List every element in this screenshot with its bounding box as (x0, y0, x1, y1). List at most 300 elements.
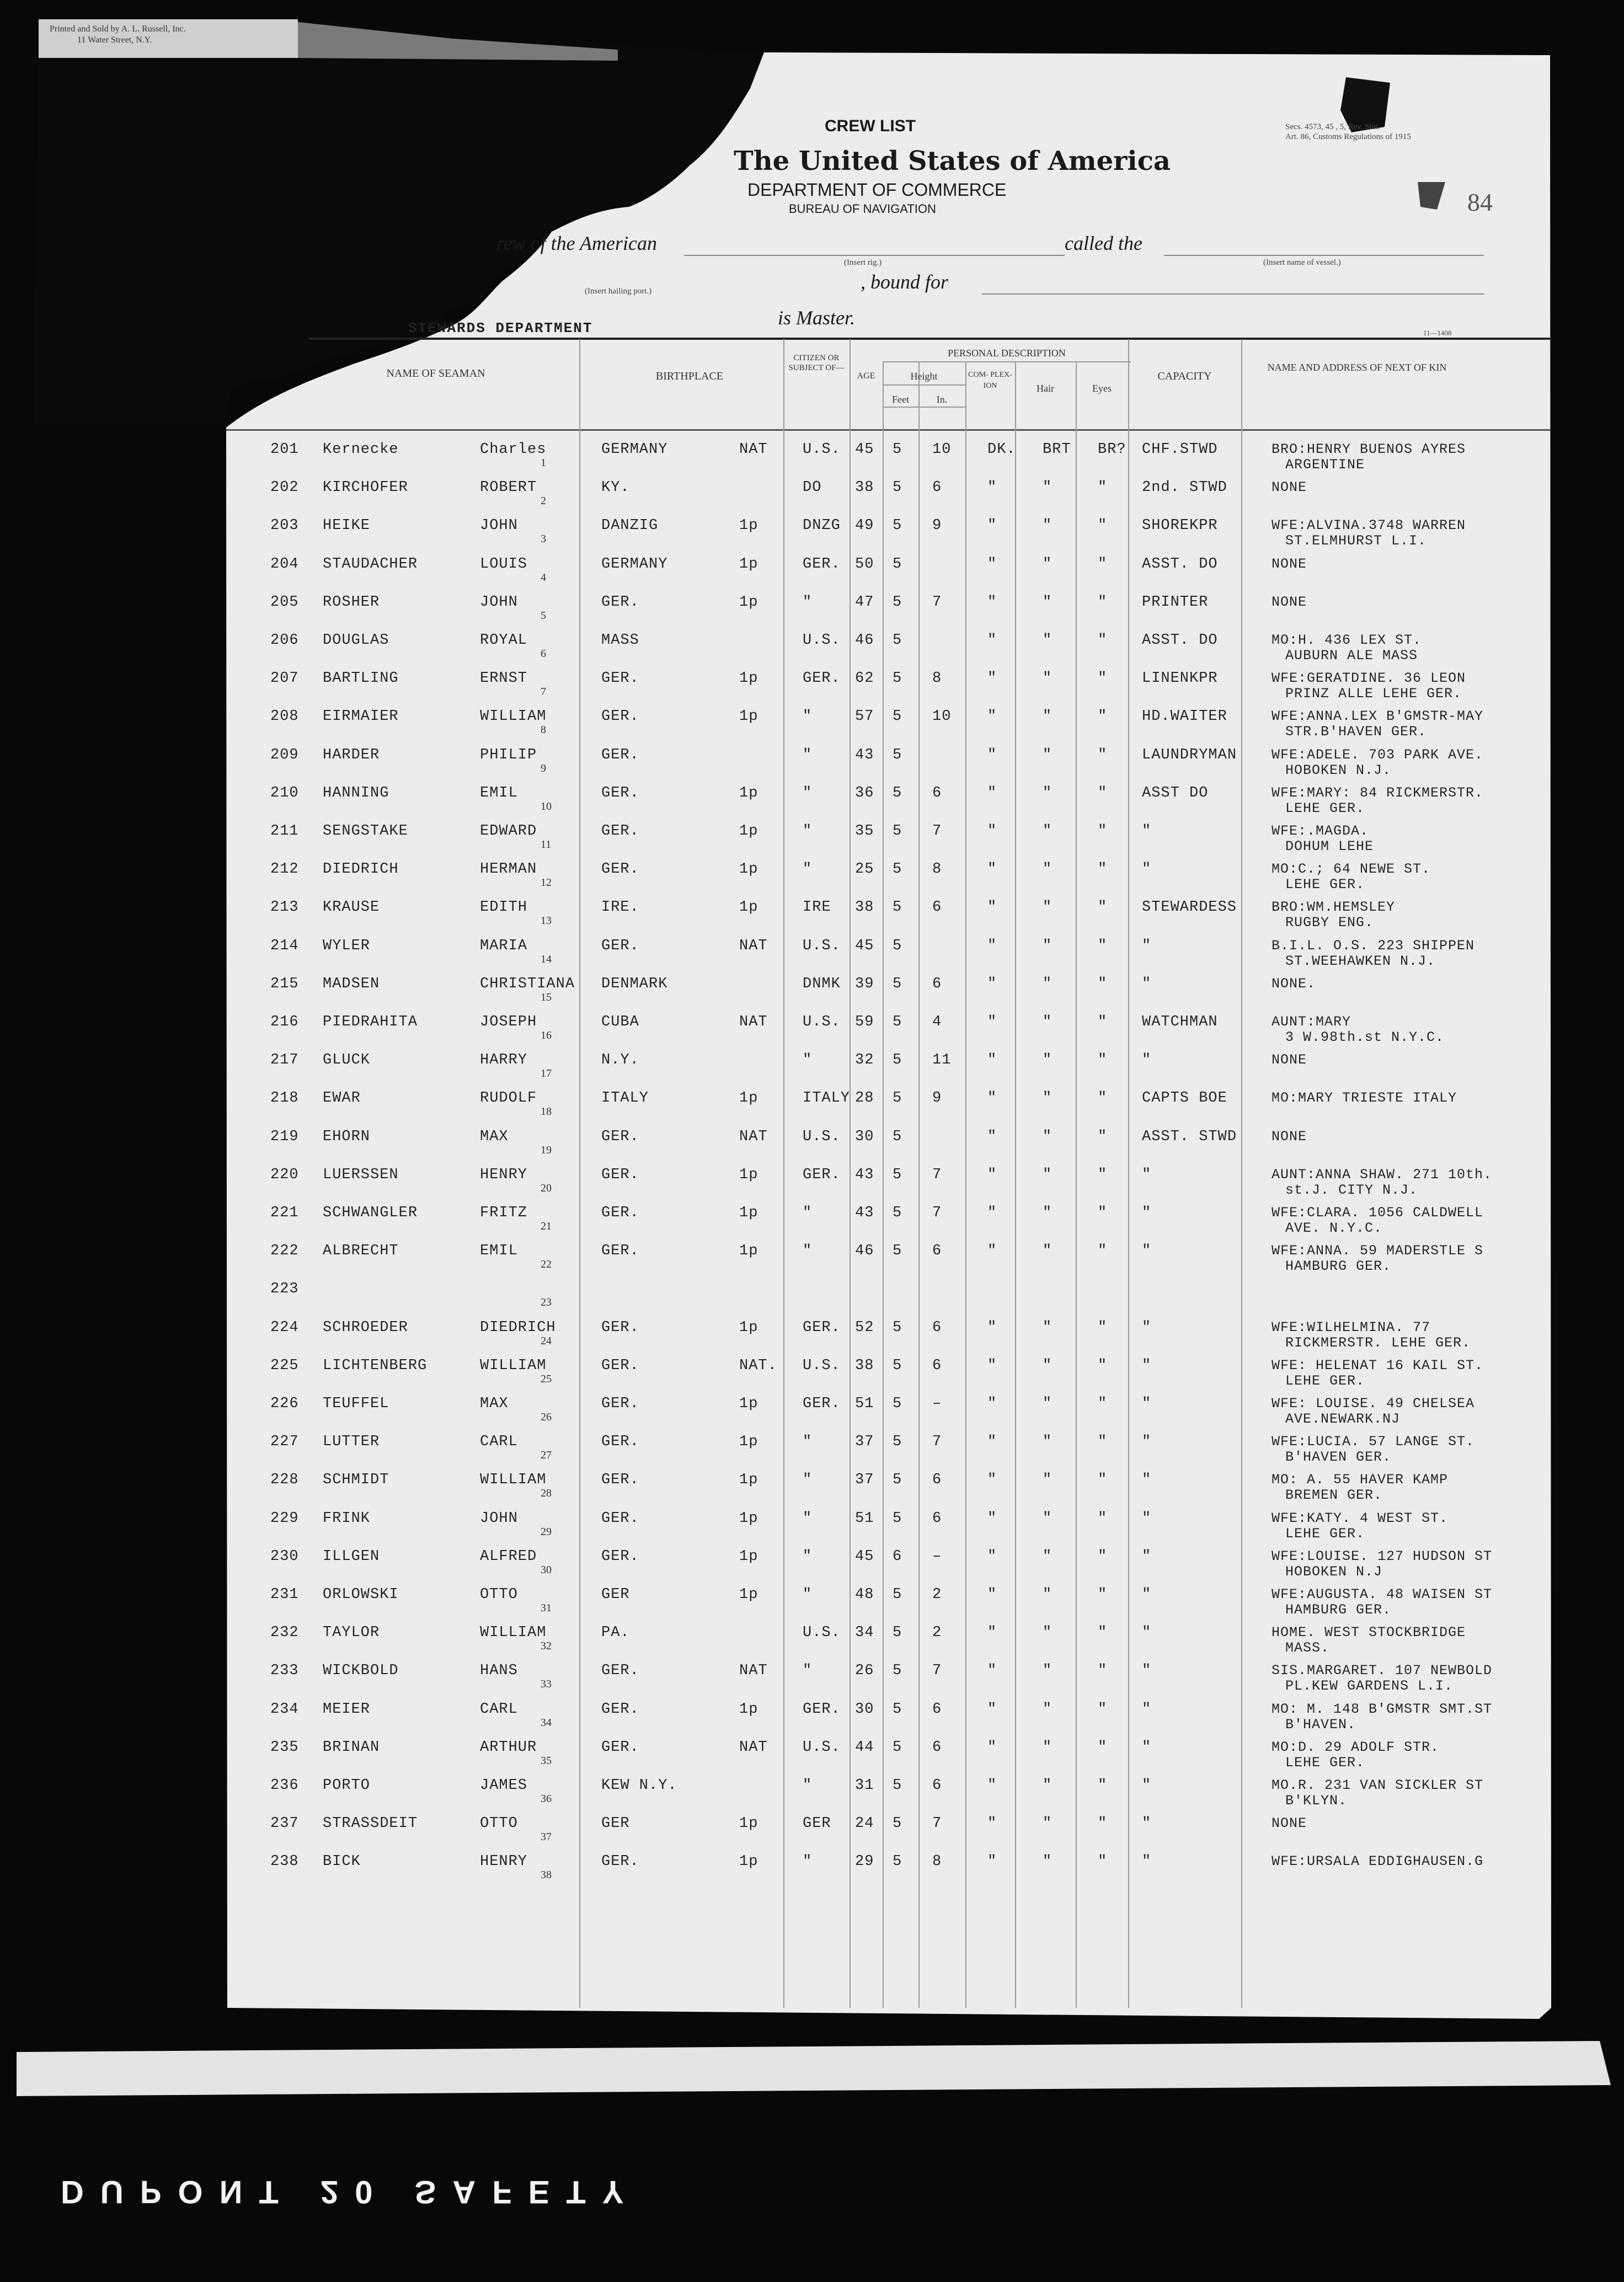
cell-eyes: " (1098, 937, 1108, 954)
cell-next-of-kin-line2: LEHE GER. (1285, 1525, 1365, 1542)
cell-next-of-kin-line1: WFE:AUGUSTA. 48 WAISEN ST (1272, 1586, 1493, 1602)
printed-line-number: 38 (541, 1869, 552, 1882)
cell-next-of-kin-line1: MO.R. 231 VAN SICKLER ST (1272, 1777, 1484, 1793)
cell-next-of-kin-line1: WFE:ADELE. 703 PARK AVE. (1272, 746, 1484, 763)
col-header-birthplace: BIRTHPLACE (655, 370, 724, 382)
cell-height-feet: 5 (893, 1815, 902, 1832)
cell-next-of-kin-line1: WFE:CLARA. 1056 CALDWELL (1272, 1205, 1484, 1221)
cell-hair: " (1043, 1548, 1053, 1565)
cell-hair: " (1043, 975, 1053, 992)
cell-height-inches: 7 (932, 594, 942, 611)
cell-next-of-kin-line2: ST.ELMHURST L.I. (1285, 533, 1427, 549)
cell-birthplace: GER. (601, 823, 639, 840)
cell-height-feet: 5 (893, 1739, 902, 1756)
cell-citizen-of: U.S. (803, 1357, 841, 1374)
printer-imprint-line1: Printed and Sold by A. L. Russell, Inc. (50, 24, 186, 34)
cell-hair: " (1043, 1052, 1053, 1069)
cell-capacity: " (1142, 1701, 1152, 1718)
printed-line-number: 25 (541, 1372, 552, 1385)
cell-eyes: " (1098, 1815, 1108, 1832)
cell-height-feet: 5 (893, 1396, 902, 1412)
cell-seaman-number: 236 (270, 1777, 299, 1794)
cell-next-of-kin-line2: B'HAVEN. (1285, 1716, 1356, 1733)
cell-seaman-number: 211 (270, 823, 299, 840)
cell-surname: PIEDRAHITA (323, 1014, 418, 1030)
cell-complexion: " (987, 937, 997, 954)
cell-seaman-number: 225 (270, 1357, 299, 1374)
printed-line-number: 9 (541, 762, 546, 774)
cell-citizen-of: U.S. (803, 1624, 841, 1642)
cell-surname: BICK (323, 1853, 361, 1871)
printed-line-number: 22 (541, 1258, 552, 1271)
cell-capacity: CAPTS BOE (1142, 1090, 1227, 1107)
cell-eyes: " (1098, 1777, 1108, 1794)
cell-age: 31 (855, 1777, 874, 1794)
cell-complexion: " (987, 861, 997, 878)
cell-height-inches: 9 (932, 1090, 942, 1107)
cell-capacity: " (1142, 1853, 1152, 1871)
cell-complexion: " (987, 1434, 997, 1451)
cell-hair: " (1043, 1357, 1053, 1374)
col-header-next-of-kin: NAME AND ADDRESS OF NEXT OF KIN (1267, 362, 1447, 373)
cell-next-of-kin-line1: NONE (1272, 594, 1307, 610)
cell-height-feet: 5 (893, 1243, 902, 1260)
cell-age: 37 (855, 1434, 874, 1451)
cell-age: 62 (855, 670, 874, 687)
printed-line-number: 13 (541, 915, 552, 927)
cell-eyes: " (1098, 708, 1108, 725)
cell-eyes: " (1098, 1624, 1108, 1642)
cell-age: 59 (855, 1014, 874, 1030)
cell-seaman-number: 223 (270, 1281, 299, 1298)
cell-age: 50 (855, 555, 874, 573)
cell-citizenship-status: 1p (739, 555, 758, 573)
called-the-label: called the (1065, 232, 1142, 254)
cell-birthplace: GER (601, 1586, 630, 1603)
table-row (0, 1129, 1624, 1157)
cell-given-name: CARL (480, 1434, 518, 1451)
cell-seaman-number: 213 (270, 899, 299, 916)
cell-hair: " (1043, 1396, 1053, 1412)
cell-height-feet: 5 (893, 1624, 902, 1642)
table-row (0, 1205, 1624, 1236)
cell-height-feet: 5 (893, 517, 902, 535)
cell-citizenship-status: NAT (739, 1663, 768, 1680)
cell-given-name: WILLIAM (480, 1357, 547, 1374)
cell-next-of-kin-line2: ST.WEEHAWKEN N.J. (1285, 953, 1436, 969)
cell-surname: EIRMAIER (323, 708, 399, 725)
cell-height-feet: 5 (893, 1586, 902, 1603)
cell-seaman-number: 221 (270, 1205, 299, 1221)
table-row (0, 785, 1624, 814)
cell-height-feet: 5 (893, 861, 902, 878)
cell-height-inches: 7 (932, 1815, 942, 1832)
cell-height-inches: 6 (932, 1357, 942, 1374)
cell-capacity: LINENKPR (1142, 670, 1218, 687)
cell-surname: BRINAN (323, 1739, 380, 1756)
insert-rig-hint: (Insert rig.) (844, 258, 882, 267)
cell-given-name: OTTO (480, 1586, 518, 1603)
cell-capacity: ASST DO (1142, 784, 1209, 801)
printed-line-number: 33 (541, 1678, 552, 1691)
cell-height-inches: 6 (932, 479, 942, 496)
cell-capacity: " (1142, 1815, 1152, 1832)
cell-next-of-kin-line2: ARGENTINE (1285, 457, 1365, 473)
table-row (0, 747, 1624, 776)
cell-complexion: DK. (987, 441, 1016, 458)
cell-citizen-of: GER. (803, 670, 841, 687)
cell-birthplace: GER. (601, 1434, 639, 1451)
cell-height-inches: 2 (932, 1586, 942, 1603)
cell-complexion: " (987, 670, 997, 687)
cell-hair: " (1043, 1128, 1053, 1145)
cell-citizen-of: U.S. (803, 441, 841, 458)
cell-birthplace: GER. (601, 708, 639, 725)
cell-complexion: " (987, 784, 997, 801)
col-header-inches: In. (936, 394, 948, 405)
cell-hair: " (1043, 1624, 1053, 1642)
printed-line-number: 4 (541, 571, 546, 584)
printed-line-number: 6 (541, 648, 546, 660)
cell-height-feet: 5 (893, 670, 902, 687)
cell-next-of-kin-line1: NONE (1272, 1815, 1307, 1832)
cell-citizenship-status: 1p (739, 823, 758, 840)
crew-of-label: rew of the American (496, 232, 657, 254)
cell-surname: EHORN (323, 1128, 371, 1145)
cell-height-inches: 11 (932, 1052, 952, 1069)
cell-complexion: " (987, 1624, 997, 1642)
cell-eyes: " (1098, 670, 1108, 687)
cell-given-name: HANS (480, 1663, 518, 1680)
cell-surname: PORTO (323, 1777, 371, 1794)
cell-given-name: JOHN (480, 1510, 518, 1527)
cell-next-of-kin-line2: DOHUM LEHE (1285, 838, 1374, 854)
cell-hair: " (1043, 1243, 1053, 1260)
cell-citizen-of: " (803, 594, 813, 611)
cell-hair: " (1043, 555, 1053, 573)
cell-height-feet: 5 (893, 784, 902, 801)
cell-height-feet: 5 (893, 975, 902, 992)
cell-eyes: " (1098, 1510, 1108, 1527)
cell-eyes: " (1098, 517, 1108, 535)
cell-seaman-number: 202 (270, 479, 299, 496)
cell-citizen-of: " (803, 1586, 813, 1603)
cell-eyes: " (1098, 555, 1108, 573)
table-row (0, 1739, 1624, 1771)
cell-citizenship-status: 1p (739, 1853, 758, 1871)
cell-birthplace: GER. (601, 1243, 639, 1260)
cell-height-inches: 6 (932, 899, 942, 916)
cell-hair: " (1043, 517, 1053, 535)
cell-citizen-of: " (803, 1548, 813, 1565)
cell-capacity: " (1142, 823, 1152, 840)
cell-given-name: PHILIP (480, 746, 537, 763)
cell-height-feet: 5 (893, 555, 902, 573)
cell-complexion: " (987, 1586, 997, 1603)
table-row (0, 1281, 1624, 1310)
col-header-age: AGE (857, 371, 875, 381)
cell-age: 30 (855, 1128, 874, 1145)
cell-next-of-kin-line2: LEHE GER. (1285, 1372, 1365, 1389)
cell-age: 24 (855, 1815, 874, 1832)
cell-complexion: " (987, 1319, 997, 1336)
cell-next-of-kin-line2: RICKMERSTR. LEHE GER. (1285, 1334, 1471, 1351)
cell-given-name: JOHN (480, 594, 518, 611)
cell-age: 26 (855, 1663, 874, 1680)
cell-hair: " (1043, 1166, 1053, 1183)
cell-complexion: " (987, 1739, 997, 1756)
cell-surname: TAYLOR (323, 1624, 380, 1642)
cell-height-inches: 6 (932, 1701, 942, 1718)
cell-eyes: " (1098, 1052, 1108, 1069)
cell-citizen-of: GER. (803, 1166, 841, 1183)
cell-surname: DIEDRICH (323, 861, 399, 878)
regulations-line1: Secs. 4573, 45 , 5, Rev. Stat. (1285, 122, 1380, 131)
cell-height-feet: 5 (893, 899, 902, 916)
cell-birthplace: GER. (601, 937, 639, 954)
cell-given-name: HERMAN (480, 861, 537, 878)
cell-next-of-kin-line2: MASS. (1285, 1640, 1330, 1656)
cell-capacity: " (1142, 1510, 1152, 1527)
cell-capacity: " (1142, 1396, 1152, 1412)
cell-height-feet: 5 (893, 1853, 902, 1871)
cell-citizen-of: " (803, 708, 813, 725)
cell-complexion: " (987, 594, 997, 611)
cell-hair: " (1043, 1319, 1053, 1336)
cell-given-name: JOSEPH (480, 1014, 537, 1030)
cell-birthplace: GER. (601, 670, 639, 687)
cell-seaman-number: 214 (270, 937, 299, 954)
printed-line-number: 2 (541, 495, 546, 507)
cell-next-of-kin-line1: NONE (1272, 1052, 1307, 1068)
cell-seaman-number: 226 (270, 1396, 299, 1412)
cell-eyes: " (1098, 1014, 1108, 1030)
cell-seaman-number: 212 (270, 861, 299, 878)
regulations-line2: Art. 86, Customs Regulations of 1915 (1285, 132, 1411, 141)
cell-eyes: " (1098, 1853, 1108, 1871)
cell-citizen-of: " (803, 1472, 813, 1489)
cell-capacity: HD.WAITER (1142, 708, 1227, 725)
cell-height-feet: 5 (893, 937, 902, 954)
cell-age: 48 (855, 1586, 874, 1603)
table-row (0, 861, 1624, 893)
cell-surname: KIRCHOFER (323, 479, 408, 496)
cell-complexion: " (987, 746, 997, 763)
bureau-heading: BUREAU OF NAVIGATION (789, 202, 936, 216)
cell-eyes: " (1098, 1166, 1108, 1183)
printed-line-number: 15 (541, 991, 552, 1003)
cell-seaman-number: 230 (270, 1548, 299, 1565)
cell-birthplace: GER. (601, 1357, 639, 1374)
cell-eyes: " (1098, 1090, 1108, 1107)
cell-capacity: " (1142, 1739, 1152, 1756)
bottom-strip (17, 2041, 1611, 2096)
cell-next-of-kin-line1: HOME. WEST STOCKBRIDGE (1272, 1624, 1466, 1641)
cell-next-of-kin-line2: 3 W.98th.st N.Y.C. (1285, 1029, 1445, 1045)
cell-surname: SCHROEDER (323, 1319, 408, 1336)
cell-birthplace: GER. (601, 1663, 639, 1680)
printed-line-number: 31 (541, 1602, 552, 1614)
table-row (0, 1396, 1624, 1427)
cell-next-of-kin-line1: B.I.L. O.S. 223 SHIPPEN (1272, 937, 1475, 954)
cell-height-feet: 5 (893, 1052, 902, 1069)
cell-surname: ILLGEN (323, 1548, 380, 1565)
cell-birthplace: IRE. (601, 899, 639, 916)
cell-given-name: HENRY (480, 1166, 528, 1183)
cell-height-inches: 6 (932, 784, 942, 801)
cell-capacity: ASST. DO (1142, 632, 1218, 649)
cell-citizenship-status: 1p (739, 1548, 758, 1565)
cell-height-feet: 5 (893, 479, 902, 496)
cell-surname: FRINK (323, 1510, 371, 1527)
cell-surname: ALBRECHT (323, 1243, 399, 1260)
cell-height-feet: 5 (893, 1090, 902, 1107)
cell-next-of-kin-line2: B'HAVEN GER. (1285, 1449, 1392, 1466)
cell-eyes: " (1098, 784, 1108, 801)
cell-height-inches: 6 (932, 1472, 942, 1489)
cell-eyes: " (1098, 1663, 1108, 1680)
cell-hair: " (1043, 1205, 1053, 1221)
cell-next-of-kin-line1: AUNT:ANNA SHAW. 271 10th. (1272, 1166, 1493, 1183)
cell-seaman-number: 235 (270, 1739, 299, 1756)
cell-next-of-kin-line2: STR.B'HAVEN GER. (1285, 724, 1427, 740)
cell-citizen-of: " (803, 1510, 813, 1527)
cell-given-name: LOUIS (480, 555, 528, 573)
cell-seaman-number: 237 (270, 1815, 299, 1832)
cell-birthplace: GERMANY (601, 441, 668, 458)
cell-seaman-number: 204 (270, 555, 299, 573)
cell-height-inches: 6 (932, 1739, 942, 1756)
form-title: CREW LIST (825, 117, 916, 135)
cell-height-feet: 5 (893, 1701, 902, 1718)
cell-given-name: DIEDRICH (480, 1319, 556, 1336)
cell-citizenship-status: NAT (739, 1014, 768, 1030)
cell-next-of-kin-line2: LEHE GER. (1285, 877, 1365, 893)
cell-given-name: WILLIAM (480, 708, 547, 725)
table-row (0, 1090, 1624, 1119)
table-row (0, 441, 1624, 473)
cell-eyes: " (1098, 1243, 1108, 1260)
cell-hair: " (1043, 632, 1053, 649)
cell-hair: " (1043, 1777, 1053, 1794)
cell-age: 44 (855, 1739, 874, 1756)
cell-complexion: " (987, 1205, 997, 1221)
cell-complexion: " (987, 632, 997, 649)
cell-height-feet: 5 (893, 1166, 902, 1183)
cell-height-feet: 5 (893, 1357, 902, 1374)
cell-citizen-of: GER. (803, 1701, 841, 1718)
cell-given-name: EMIL (480, 784, 518, 801)
cell-complexion: " (987, 1166, 997, 1183)
cell-given-name: MAX (480, 1396, 509, 1412)
cell-hair: " (1043, 1701, 1053, 1718)
cell-birthplace: GER. (601, 1319, 639, 1336)
cell-capacity: CHF.STWD (1142, 441, 1218, 458)
cell-height-feet: 6 (893, 1548, 902, 1565)
cell-age: 29 (855, 1853, 874, 1871)
cell-height-inches: 7 (932, 1205, 942, 1221)
cell-next-of-kin-line1: WFE:GERATDINE. 36 LEON (1272, 670, 1466, 687)
printed-line-number: 28 (541, 1487, 552, 1500)
cell-citizen-of: GER. (803, 1396, 841, 1412)
table-row (0, 1701, 1624, 1733)
cell-next-of-kin-line1: WFE:URSALA EDDIGHAUSEN.G (1272, 1853, 1484, 1870)
table-row (0, 1510, 1624, 1542)
cell-capacity: " (1142, 1243, 1152, 1260)
cell-height-inches: – (932, 1396, 942, 1412)
printed-line-number: 5 (541, 609, 546, 622)
table-row (0, 1014, 1624, 1043)
cell-seaman-number: 228 (270, 1472, 299, 1489)
cell-surname: GLUCK (323, 1052, 371, 1069)
cell-citizenship-status: 1p (739, 670, 758, 687)
table-row (0, 1548, 1624, 1580)
cell-complexion: " (987, 1663, 997, 1680)
cell-capacity: " (1142, 1205, 1152, 1221)
cell-citizenship-status: 1p (739, 861, 758, 878)
insert-port-hint: (Insert hailing port.) (585, 287, 652, 296)
cell-complexion: " (987, 555, 997, 573)
printed-line-number: 26 (541, 1411, 552, 1423)
cell-citizenship-status: 1p (739, 1090, 758, 1107)
cell-birthplace: GER. (601, 1396, 639, 1412)
table-row (0, 899, 1624, 931)
table-row (0, 976, 1624, 1004)
cell-eyes: " (1098, 594, 1108, 611)
cell-height-feet: 5 (893, 1663, 902, 1680)
cell-height-inches: 10 (932, 441, 952, 458)
printed-line-number: 27 (541, 1449, 552, 1462)
cell-surname: LICHTENBERG (323, 1357, 428, 1374)
table-row (0, 1052, 1624, 1081)
cell-age: 45 (855, 1548, 874, 1565)
cell-given-name: JAMES (480, 1777, 528, 1794)
cell-eyes: " (1098, 1434, 1108, 1451)
cell-next-of-kin-line1: WFE:ALVINA.3748 WARREN (1272, 517, 1466, 534)
cell-surname: LUTTER (323, 1434, 380, 1451)
cell-eyes: " (1098, 479, 1108, 496)
cell-capacity: " (1142, 1357, 1152, 1374)
col-header-citizen: CITIZEN OR SUBJECT OF— (788, 354, 845, 372)
cell-citizenship-status: 1p (739, 1434, 758, 1451)
cell-age: 39 (855, 975, 874, 992)
cell-next-of-kin-line2: BREMEN GER. (1285, 1487, 1383, 1504)
cell-age: 38 (855, 899, 874, 916)
film-edge-marking: DUPONT 20 SAFETY (61, 2174, 640, 2210)
cell-seaman-number: 218 (270, 1090, 299, 1107)
printed-line-number: 24 (541, 1334, 552, 1347)
cell-given-name: RUDOLF (480, 1090, 537, 1107)
printed-line-number: 34 (541, 1716, 552, 1729)
cell-hair: " (1043, 1014, 1053, 1030)
cell-eyes: " (1098, 1472, 1108, 1489)
cell-capacity: " (1142, 1548, 1152, 1565)
cell-next-of-kin-line1: SIS.MARGARET. 107 NEWBOLD (1272, 1663, 1493, 1679)
cell-capacity: " (1142, 1777, 1152, 1794)
cell-age: 25 (855, 861, 874, 878)
department-typed: STEWARDS DEPARTMENT (408, 320, 593, 336)
cell-birthplace: MASS (601, 632, 639, 649)
col-header-height: Height (910, 371, 938, 382)
cell-given-name: HARRY (480, 1052, 528, 1069)
cell-given-name: FRITZ (480, 1205, 528, 1221)
cell-age: 43 (855, 1205, 874, 1221)
cell-seaman-number: 238 (270, 1853, 299, 1871)
cell-height-feet: 5 (893, 632, 902, 649)
cell-capacity: ASST. STWD (1142, 1128, 1237, 1145)
cell-age: 34 (855, 1624, 874, 1642)
cell-hair: " (1043, 937, 1053, 954)
